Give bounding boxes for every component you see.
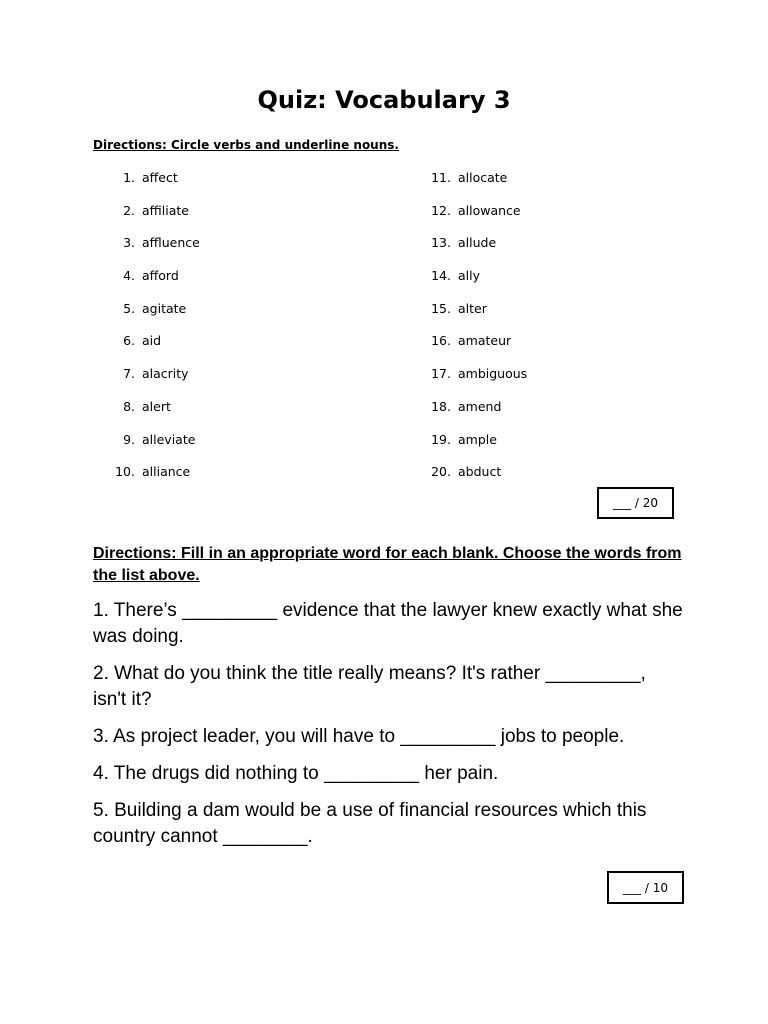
list-item bbox=[423, 203, 527, 236]
list-item bbox=[423, 464, 527, 497]
item-number: 18. bbox=[431, 398, 451, 414]
vocab-word: allowance bbox=[458, 202, 521, 218]
question-2: 2. What do you think the title really means? It's rather _________, isn't it? bbox=[93, 663, 646, 710]
vocab-word: affiliate bbox=[142, 202, 189, 218]
vocab-word: alleviate bbox=[142, 431, 196, 447]
vocab-word: ample bbox=[458, 431, 497, 447]
score-box-section-1: ___ / 20 bbox=[597, 487, 674, 519]
list-item bbox=[423, 333, 527, 366]
list-item bbox=[107, 268, 200, 301]
list-item bbox=[423, 268, 527, 301]
list-item bbox=[107, 170, 200, 203]
item-number: 20. bbox=[431, 464, 451, 480]
vocab-word: afford bbox=[142, 268, 179, 284]
word-list-left-column bbox=[107, 170, 200, 497]
item-number: 10. bbox=[115, 464, 135, 480]
item-number: 17. bbox=[431, 366, 451, 382]
list-item bbox=[107, 301, 200, 334]
item-number: 5. bbox=[123, 300, 135, 316]
item-number: 8. bbox=[123, 398, 135, 414]
item-number: 14. bbox=[431, 268, 451, 284]
item-number: 6. bbox=[123, 333, 135, 349]
vocab-word: allude bbox=[458, 235, 497, 251]
list-item bbox=[107, 399, 200, 432]
vocab-word: agitate bbox=[142, 300, 187, 316]
list-item bbox=[107, 464, 200, 497]
vocab-word: amateur bbox=[458, 333, 512, 349]
fill-in-questions bbox=[93, 598, 683, 861]
question-5: 5. Building a dam would be a use of financial resources which this country cannot ________. bbox=[93, 800, 647, 847]
list-item bbox=[107, 235, 200, 268]
item-number: 4. bbox=[123, 268, 135, 284]
vocab-word: amend bbox=[458, 398, 502, 414]
item-number: 12. bbox=[431, 202, 451, 218]
vocab-word: alter bbox=[458, 300, 487, 316]
vocab-word: affluence bbox=[142, 235, 200, 251]
directions-fill-in-blank: Directions: Fill in an appropriate word for each blank. Choose the words from the list above. bbox=[93, 545, 682, 584]
list-item bbox=[423, 432, 527, 465]
question-1: 1. There’s _________ evidence that the lawyer knew exactly what she was doing. bbox=[93, 600, 683, 647]
item-number: 15. bbox=[431, 300, 451, 316]
directions-circle-underline: Directions: Circle verbs and underline nouns. bbox=[93, 138, 399, 152]
vocab-word: alert bbox=[142, 398, 171, 414]
vocab-word: allocate bbox=[458, 170, 508, 185]
vocab-word: aid bbox=[142, 333, 162, 349]
list-item bbox=[423, 366, 527, 399]
list-item bbox=[423, 399, 527, 432]
vocab-word: ambiguous bbox=[458, 366, 528, 382]
page-title: Quiz: Vocabulary 3 bbox=[257, 86, 511, 114]
list-item bbox=[423, 170, 527, 203]
vocab-word: alliance bbox=[142, 464, 191, 480]
item-number: 9. bbox=[123, 431, 135, 447]
list-item bbox=[423, 301, 527, 334]
question-4: 4. The drugs did nothing to _________ her pain. bbox=[93, 763, 499, 784]
score-box-section-2: ___ / 10 bbox=[607, 871, 684, 904]
list-item bbox=[107, 366, 200, 399]
item-number: 1. bbox=[123, 170, 135, 185]
word-list-right-column bbox=[423, 170, 527, 497]
vocab-word: alacrity bbox=[142, 366, 189, 382]
list-item bbox=[107, 432, 200, 465]
item-number: 16. bbox=[431, 333, 451, 349]
vocab-word: affect bbox=[142, 170, 178, 185]
item-number: 19. bbox=[431, 431, 451, 447]
item-number: 13. bbox=[431, 235, 451, 251]
item-number: 11. bbox=[431, 170, 451, 185]
list-item bbox=[107, 203, 200, 236]
item-number: 2. bbox=[123, 202, 135, 218]
list-item bbox=[423, 235, 527, 268]
list-item bbox=[107, 333, 200, 366]
vocab-word: abduct bbox=[458, 464, 502, 480]
question-3: 3. As project leader, you will have to _________ jobs to people. bbox=[93, 726, 625, 747]
vocab-word: ally bbox=[458, 268, 481, 284]
item-number: 7. bbox=[123, 366, 135, 382]
item-number: 3. bbox=[123, 235, 135, 251]
